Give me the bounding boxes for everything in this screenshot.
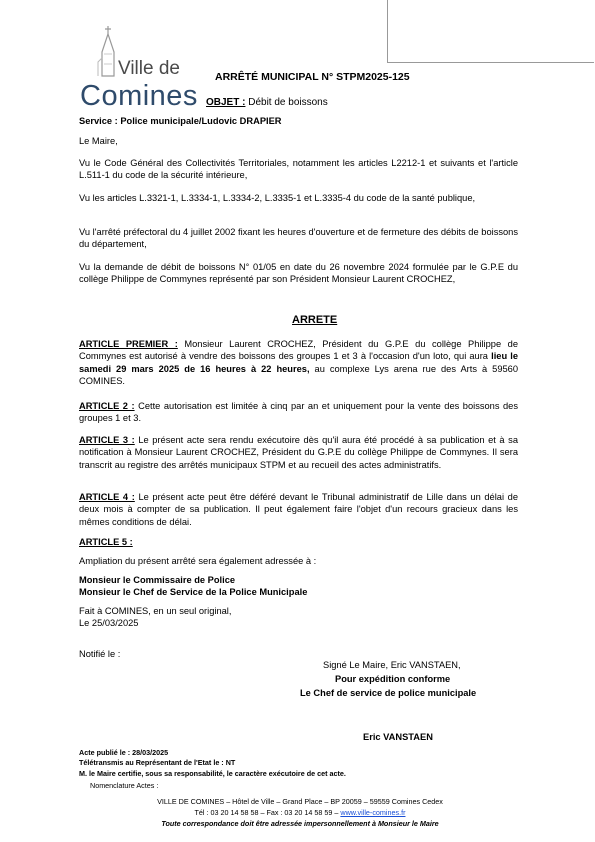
ampliation: Ampliation du présent arrêté sera également adressée à : — [79, 556, 317, 566]
recipient-commissaire: Monsieur le Commissaire de Police — [79, 575, 236, 585]
document-date: Le 25/03/2025 — [79, 618, 139, 628]
article-3-text: Le présent acte sera rendu exécutoire dès qu'il aura été procédé à sa publication et à sa notification à Monsieur Laurent CROCHEZ, Président du G.P.E du collège Philippe de Commynes. Il sera transcrit au registre des arrêtés municipaux STPM et au recueil des actes administratifs. — [79, 435, 518, 470]
footer-certifie: M. le Maire certifie, sous sa responsabilité, le caractère exécutoire de cet acte. — [79, 769, 346, 778]
signature-name: Eric VANSTAEN — [363, 732, 433, 742]
logo-text-ville: Ville de — [118, 58, 180, 79]
article-4-label: ARTICLE 4 : — [79, 492, 135, 502]
logo-text-comines: Comines — [80, 80, 198, 112]
vu-cgct: Vu le Code Général des Collectivités Territoriales, notamment les articles L2212-1 et suivants et l'article L.511-1 du code de la sécurité intérieure, — [79, 158, 518, 181]
article-4-text: Le présent acte peut être déféré devant le Tribunal administratif de Lille dans un délai de deux mois à compter de sa publication. Il peut également faire l'objet d'un recours gracieux dans les mêmes conditions de délai. — [79, 492, 518, 527]
footer-nomenclature: Nomenclature Actes : — [90, 781, 159, 790]
website-link[interactable]: www.ville-comines.fr — [340, 808, 406, 817]
arrete-heading: ARRETE — [292, 314, 338, 326]
object-line — [206, 97, 328, 108]
city-logo — [80, 24, 198, 112]
object-text: Débit de boissons — [245, 97, 328, 108]
article-1-date: lieu le samedi 29 mars 2025 de 16 heures à 22 heures, — [79, 351, 518, 374]
footer-contact — [60, 808, 540, 817]
footer-teletransmis: Télétransmis au Représentant de l'Etat le : NT — [79, 758, 236, 767]
service-line: Service : Police municipale/Ludovic DRAPIER — [79, 116, 282, 126]
article-1-text-b: au complexe Lys arena rue des Arts à 59560 COMINES. — [79, 363, 518, 387]
vu-sante-publique: Vu les articles L.3321-1, L.3334-1, L.3334-2, L.3335-1 et L.3335-4 du code de la santé publique, — [79, 193, 476, 203]
footer-address: VILLE DE COMINES – Hôtel de Ville – Grand Place – BP 20059 – 59559 Comines Cedex — [157, 797, 443, 806]
article-3 — [79, 434, 518, 471]
vu-arrete-prefectoral: Vu l'arrêté préfectoral du 4 juillet 2002 fixant les heures d'ouverture et de fermeture des débits de boissons du département, — [79, 227, 518, 250]
article-5-label: ARTICLE 5 : — [79, 537, 133, 547]
vu-demande: Vu la demande de débit de boissons N° 01/05 en date du 26 novembre 2024 formulée par le G.P.E du collège Philippe de Commynes représenté par son Président Monsieur Laurent CROCHEZ, — [79, 262, 518, 285]
object-label: OBJET : — [206, 97, 246, 108]
fait-a: Fait à COMINES, en un seul original, — [79, 606, 232, 616]
article-3-label: ARTICLE 3 : — [79, 435, 135, 445]
recipient-chef-service: Monsieur le Chef de Service de la Police Municipale — [79, 587, 308, 597]
footer-correspondance: Toute correspondance doit être adressée impersonnellement à Monsieur le Maire — [161, 819, 439, 828]
footer-phone-fax: Tél : 03 20 14 58 58 – Fax : 03 20 14 58 59 – — [194, 808, 341, 817]
signature-mayor: Signé Le Maire, Eric VANSTAEN, — [323, 660, 461, 670]
article-4 — [79, 491, 518, 528]
article-1 — [79, 338, 518, 388]
notifie-le: Notifié le : — [79, 649, 121, 659]
signature-chef-service: Le Chef de service de police municipale — [300, 688, 477, 698]
article-2-label: ARTICLE 2 : — [79, 401, 135, 411]
article-2 — [79, 400, 518, 425]
article-5 — [79, 536, 518, 548]
article-1-label: ARTICLE PREMIER : — [79, 339, 178, 349]
signature-conforme: Pour expédition conforme — [335, 674, 451, 684]
article-2-text: Cette autorisation est limitée à cinq par an et uniquement pour la vente des boissons des groupes 1 et 3. — [79, 401, 519, 424]
footer-publie: Acte publié le : 28/03/2025 — [79, 748, 169, 757]
reference-box — [387, 0, 594, 63]
article-1-text-a: Monsieur Laurent CROCHEZ, Président du G.P.E du collège Philippe de Commynes est autorisé à vendre des boissons des groupes 1 et 3 à l'occasion d'un loto, qui aura — [79, 339, 518, 362]
document-title: ARRÊTÉ MUNICIPAL N° STPM2025-125 — [215, 71, 410, 83]
le-maire: Le Maire, — [79, 136, 118, 146]
